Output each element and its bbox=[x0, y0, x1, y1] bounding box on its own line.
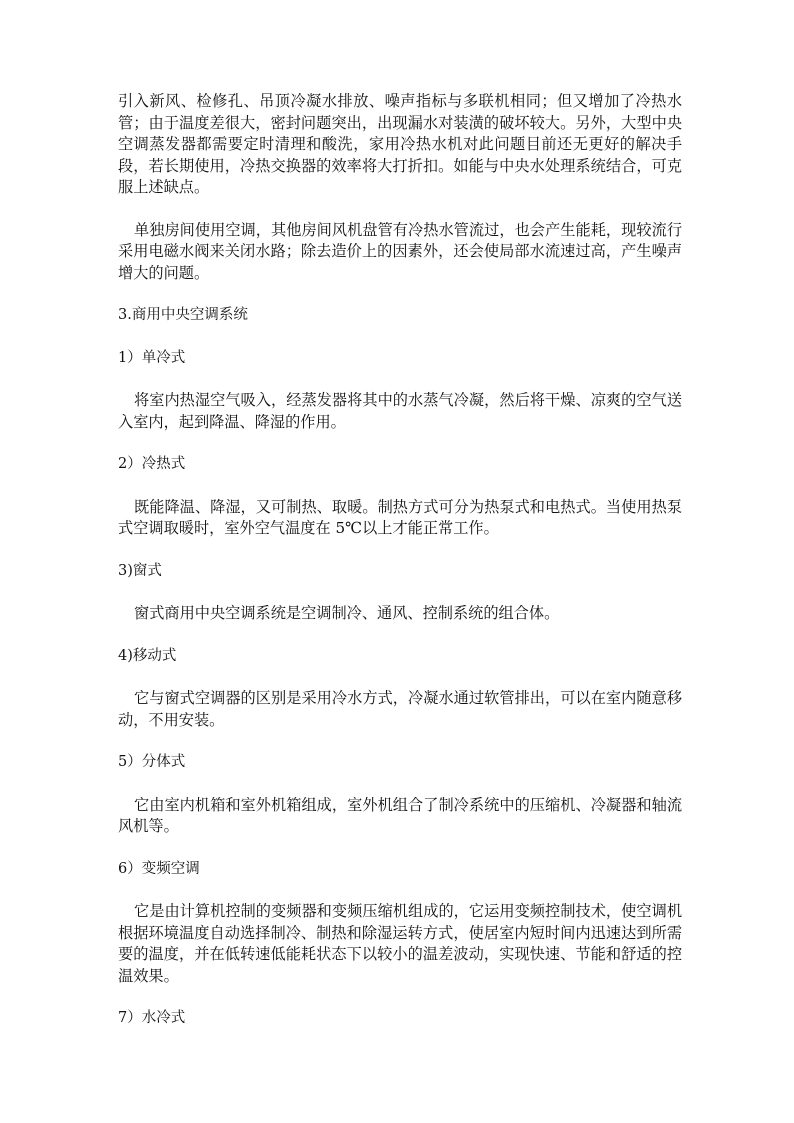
subheading-inverter: 6）变频空调 bbox=[118, 860, 200, 877]
paragraph-gap bbox=[118, 369, 682, 390]
subheading-single-cooling: 1）单冷式 bbox=[118, 349, 186, 366]
paragraph-intro: 引入新风、检修孔、吊顶冷凝水排放、噪声指标与多联机相同；但又增加了冷热水管；由于温度差很大，密封问题突出，出现漏水对装潢的破坏较大。另外，大型中央空调蒸发器都需要定时清理和酸洗，家用冷热水机对此问题目前还无更好的解决手段，若长期使用，冷热交换器的效率将大打折扣。如能与中央水处理系统结合，可克服上述缺点。 bbox=[118, 92, 682, 196]
subheading-water-cooled: 7）水冷式 bbox=[118, 1010, 186, 1026]
paragraph-single-room: 单独房间使用空调，其他房间风机盘管有冷热水管流过，也会产生能耗，现较流行采用电磁水阀来关闭水路；除去造价上的因素外，还会使局部水流速过高，产生噪声增大的问题。 bbox=[118, 220, 682, 282]
paragraph-portable: 它与窗式空调器的区别是采用冷水方式，冷凝水通过软管排出，可以在室内随意移动，不用安装。 bbox=[118, 689, 682, 729]
paragraph-gap bbox=[118, 327, 682, 348]
paragraph-gap bbox=[118, 774, 682, 795]
subheading-window: 3)窗式 bbox=[118, 562, 162, 579]
paragraph-gap bbox=[118, 987, 682, 1008]
paragraph-gap bbox=[118, 582, 682, 603]
paragraph-window: 窗式商用中央空调系统是空调制冷、通风、控制系统的组合体。 bbox=[134, 604, 560, 622]
paragraph-gap bbox=[118, 880, 682, 901]
paragraph-split: 它由室内机箱和室外机箱组成，室外机组合了制冷系统中的压缩机、冷凝器和轴流风机等。 bbox=[118, 795, 682, 835]
paragraph-gap bbox=[118, 540, 682, 561]
paragraph-gap bbox=[118, 731, 682, 752]
paragraph-gap bbox=[118, 476, 682, 497]
paragraph-gap bbox=[118, 433, 682, 454]
paragraph-gap bbox=[118, 838, 682, 859]
paragraph-cooling-heating: 既能降温、降湿，又可制热、取暖。制热方式可分为热泵式和电热式。当使用热泵式空调取暖时，室外空气温度在 5℃以上才能正常工作。 bbox=[118, 497, 682, 537]
paragraph-gap bbox=[118, 625, 682, 646]
paragraph-gap bbox=[118, 199, 682, 220]
paragraph-gap bbox=[118, 667, 682, 688]
subheading-split: 5）分体式 bbox=[118, 754, 186, 770]
section-heading-commercial: 3.商用中央空调系统 bbox=[118, 307, 248, 323]
paragraph-inverter: 它是由计算机控制的变频器和变频压缩机组成的，它运用变频控制技术，使空调机根据环境温度自动选择制冷、制热和除湿运转方式，使居室内短时间内迅速达到所需要的温度，并在低转速低能耗状态下以较小的温差波动，实现快速、节能和舒适的控温效果。 bbox=[118, 902, 682, 985]
paragraph-gap bbox=[118, 284, 682, 305]
subheading-cooling-heating: 2）冷热式 bbox=[118, 456, 186, 472]
subheading-portable: 4)移动式 bbox=[118, 647, 177, 664]
paragraph-single-cooling: 将室内热湿空气吸入，经蒸发器将其中的水蒸气冷凝，然后将干燥、凉爽的空气送入室内，起到降温、降湿的作用。 bbox=[118, 391, 682, 431]
document-body bbox=[118, 91, 682, 1030]
